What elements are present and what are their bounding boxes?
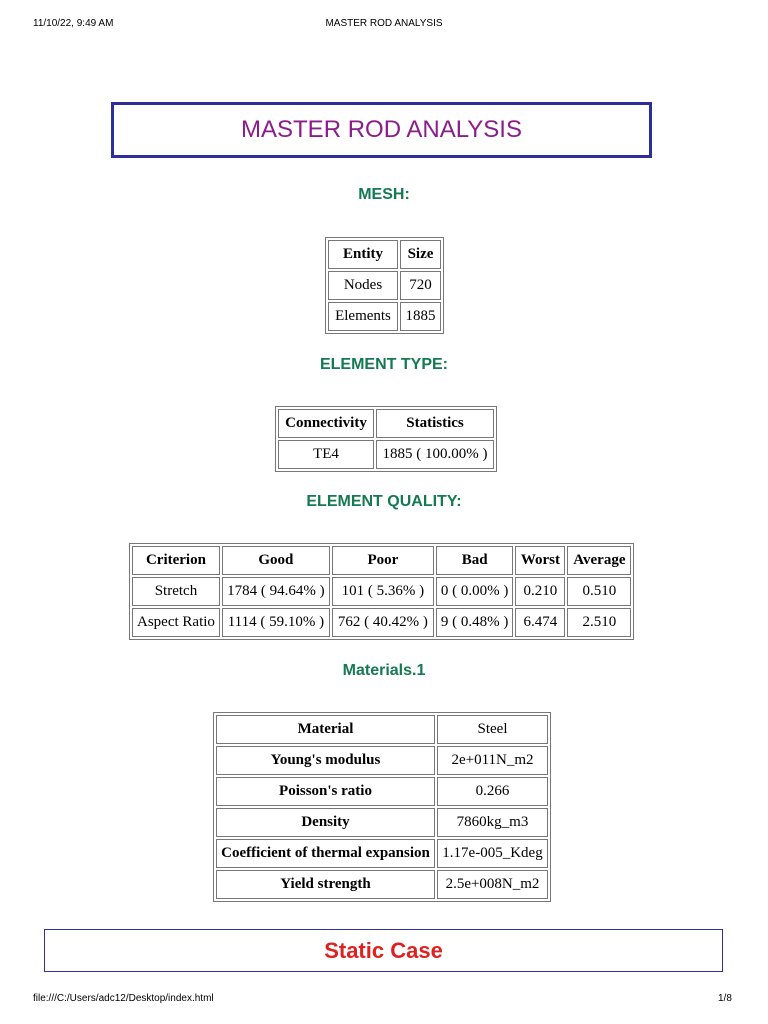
table-row [132,608,631,637]
mesh-col-entity: Entity [328,240,398,269]
title-box [111,102,652,158]
quality-col-average: Average [567,546,631,575]
static-case-box [44,929,723,972]
table-cell: 1885 ( 100.00% ) [376,440,494,469]
table-cell: 1114 ( 59.10% ) [222,608,330,637]
material-property-value: 2.5e+008N_m2 [437,870,548,899]
table-cell: 101 ( 5.36% ) [332,577,434,606]
quality-col-poor: Poor [332,546,434,575]
mesh-col-size: Size [400,240,441,269]
print-doc-title: MASTER ROD ANALYSIS [325,18,443,29]
material-property-label: Coefficient of thermal expansion [216,839,435,868]
element-quality-heading: ELEMENT QUALITY: [306,493,462,510]
element-quality-table [129,543,634,640]
material-property-label: Material [216,715,435,744]
print-page-number: 1/8 [718,993,732,1004]
table-row [328,302,441,331]
table-row [216,870,548,899]
table-cell: 0 ( 0.00% ) [436,577,514,606]
table-cell: 9 ( 0.48% ) [436,608,514,637]
table-row [278,440,494,469]
table-cell: Stretch [132,577,220,606]
print-file-path: file:///C:/Users/adc12/Desktop/index.html [33,993,214,1004]
material-property-label: Yield strength [216,870,435,899]
table-cell: TE4 [278,440,374,469]
material-property-value: 2e+011N_m2 [437,746,548,775]
table-cell: 0.210 [515,577,565,606]
table-cell: Elements [328,302,398,331]
table-row [216,746,548,775]
materials-heading: Materials.1 [342,662,426,679]
mesh-heading: MESH: [358,186,410,203]
mesh-table [325,237,444,334]
element-type-heading: ELEMENT TYPE: [319,356,448,373]
table-row [216,808,548,837]
material-property-label: Poisson's ratio [216,777,435,806]
table-row [216,715,548,744]
quality-col-worst: Worst [515,546,565,575]
table-row [328,271,441,300]
quality-col-criterion: Criterion [132,546,220,575]
table-cell: 0.510 [567,577,631,606]
table-cell: Nodes [328,271,398,300]
material-property-value: Steel [437,715,548,744]
table-cell: 6.474 [515,608,565,637]
materials-table [213,712,551,902]
quality-col-bad: Bad [436,546,514,575]
material-property-label: Young's modulus [216,746,435,775]
material-property-value: 7860kg_m3 [437,808,548,837]
element-type-table [275,406,497,472]
material-property-value: 1.17e-005_Kdeg [437,839,548,868]
table-row [132,577,631,606]
material-property-label: Density [216,808,435,837]
table-cell: 720 [400,271,441,300]
quality-col-good: Good [222,546,330,575]
table-row [216,839,548,868]
table-cell: 1784 ( 94.64% ) [222,577,330,606]
table-row [216,777,548,806]
material-property-value: 0.266 [437,777,548,806]
table-cell: Aspect Ratio [132,608,220,637]
table-cell: 762 ( 40.42% ) [332,608,434,637]
table-cell: 1885 [400,302,441,331]
page-title: MASTER ROD ANALYSIS [241,116,522,143]
etype-col-statistics: Statistics [376,409,494,438]
print-datetime: 11/10/22, 9:49 AM [33,18,114,29]
static-case-heading: Static Case [324,937,443,963]
etype-col-connectivity: Connectivity [278,409,374,438]
table-cell: 2.510 [567,608,631,637]
